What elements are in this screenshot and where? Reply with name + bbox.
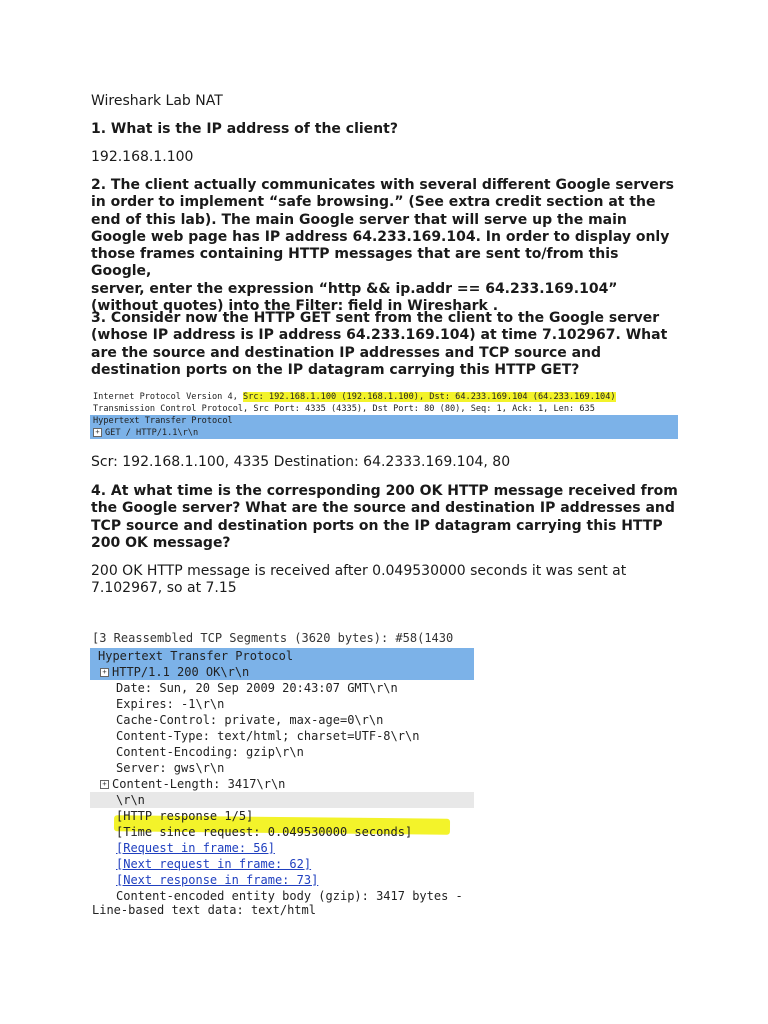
packet-ok-row: [90, 776, 474, 792]
packet-get-label: GET / HTTP/1.1\r\n: [105, 428, 199, 438]
packet-ip-highlight: Src: 192.168.1.100 (192.168.1.100), Dst: 64.233.169.104 (64.233.169.104): [243, 392, 616, 402]
packet-ok-text: Content-Encoding: gzip\r\n: [116, 745, 304, 759]
question-2-line: end of this lab). The main Google server that will serve up the main: [91, 211, 627, 228]
packet-get-row: [90, 427, 678, 439]
packet-ok-text: Server: gws\r\n: [116, 761, 225, 775]
packet-ok-row: [90, 744, 474, 760]
packet-ok-row: [90, 760, 474, 776]
packet-ok-text: \r\n: [116, 793, 145, 807]
packet-ok-row: [90, 664, 474, 680]
packet-ok-text: Content-Length: 3417\r\n: [112, 777, 286, 791]
question-2-line: Google web page has IP address 64.233.169.104. In order to display only: [91, 228, 670, 245]
packet-ip-row: [90, 391, 678, 403]
question-2-line: in order to implement “safe browsing.” (See extra credit section at the: [91, 194, 656, 211]
packet-ok-text: HTTP/1.1 200 OK\r\n: [112, 665, 250, 679]
packet-tcp-row: Transmission Control Protocol, Src Port: 4335 (4335), Dst Port: 80 (80), Seq: 1, Ack: 1, Len: 635: [93, 404, 595, 414]
question-3-line: (whose IP address is IP address 64.233.169.104) at time 7.102967. What: [91, 327, 668, 344]
packet-ok-text: [Time since request: 0.049530000 seconds]: [116, 825, 413, 839]
packet-ok-link[interactable]: [90, 872, 474, 888]
question-2-line: 2. The client actually communicates with several different Google servers: [91, 177, 674, 193]
question-1: 1. What is the IP address of the client?: [91, 121, 398, 137]
question-4: [91, 483, 681, 552]
question-2-line: (without quotes) into the Filter: field in Wireshark .: [91, 298, 499, 315]
answer-4: [91, 563, 691, 597]
packet-ok-text: [HTTP response 1/5]: [116, 809, 254, 823]
question-4-line: 4. At what time is the corresponding 200 OK HTTP message received from: [91, 483, 678, 499]
question-3-line: 3. Consider now the HTTP GET sent from the client to the Google server: [91, 310, 660, 326]
packet-ok-link[interactable]: [90, 840, 474, 856]
question-4-line: the Google server? What are the source and destination IP addresses and: [91, 500, 675, 517]
packet-ok-row: [90, 824, 474, 840]
packet-ok-row: [90, 712, 474, 728]
next-request-link[interactable]: [Next request in frame: 62]: [116, 857, 312, 871]
packet-ok-row: [90, 808, 474, 824]
packet-ok-text: Expires: -1\r\n: [116, 697, 225, 711]
question-2: [91, 177, 681, 315]
answer-1: 192.168.1.100: [91, 149, 194, 165]
next-response-link[interactable]: [Next response in frame: 73]: [116, 873, 319, 887]
answer-3: Scr: 192.168.1.100, 4335 Destination: 64.2333.169.104, 80: [91, 454, 511, 470]
packet-ok-text: Line-based text data: text/html: [92, 903, 316, 917]
packet-ok-text: Date: Sun, 20 Sep 2009 20:43:07 GMT\r\n: [116, 681, 398, 695]
packet-ip-prefix: Internet Protocol Version 4,: [93, 392, 244, 402]
answer-4-line: 7.102967, so at 7.15: [91, 580, 237, 596]
packet-http-row: Hypertext Transfer Protocol: [90, 415, 678, 427]
expand-icon: +: [100, 668, 109, 677]
packet-ok-text: Hypertext Transfer Protocol: [98, 649, 294, 663]
answer-4-line: 200 OK HTTP message is received after 0.049530000 seconds it was sent at: [91, 563, 627, 579]
packet-ok-screenshot: [90, 630, 474, 917]
request-frame-link[interactable]: [Request in frame: 56]: [116, 841, 275, 855]
packet-ok-row: [90, 792, 474, 808]
question-2-line: server, enter the expression “http && ip.addr == 64.233.169.104”: [91, 280, 618, 297]
packet-ok-row: [90, 696, 474, 712]
packet-ok-text: Content-Type: text/html; charset=UTF-8\r\n: [116, 729, 420, 743]
packet-ok-row: [90, 728, 474, 744]
question-4-line: TCP source and destination ports on the IP datagram carrying this HTTP: [91, 517, 663, 534]
question-4-line: 200 OK message?: [91, 534, 231, 551]
packet-ok-text: Content-encoded entity body (gzip): 3417 bytes -: [116, 889, 463, 903]
doc-title: Wireshark Lab NAT: [91, 93, 223, 109]
packet-get-screenshot: [90, 391, 678, 439]
question-3-line: are the source and destination IP addresses and TCP source and: [91, 344, 602, 361]
question-3-line: destination ports on the IP datagram carrying this HTTP GET?: [91, 361, 580, 378]
packet-ok-text: Cache-Control: private, max-age=0\r\n: [116, 713, 384, 727]
packet-ok-row: [90, 902, 474, 918]
question-2-line: those frames containing HTTP messages that are sent to/from this Google,: [91, 246, 619, 280]
packet-ok-row: [90, 630, 474, 646]
expand-icon: +: [93, 428, 102, 437]
packet-ok-text: [3 Reassembled TCP Segments (3620 bytes): #58(1430: [92, 631, 454, 645]
packet-ok-row: [90, 680, 474, 696]
question-3: [91, 310, 681, 379]
expand-icon: +: [100, 780, 109, 789]
packet-ok-link[interactable]: [90, 856, 474, 872]
packet-ok-row: [90, 648, 474, 664]
